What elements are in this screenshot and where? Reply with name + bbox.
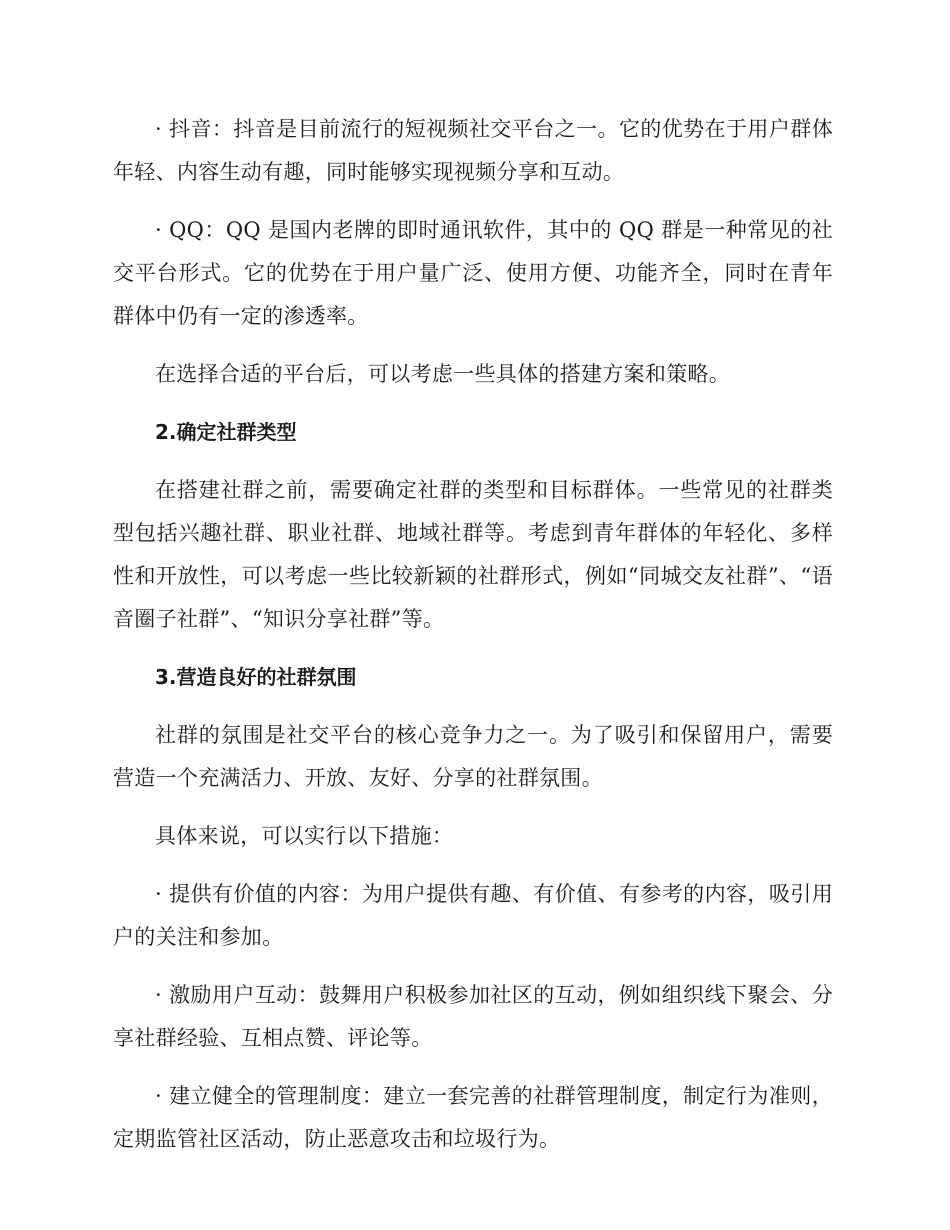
paragraph-douyin: · 抖音：抖音是目前流行的短视频社交平台之一。它的优势在于用户群体年轻、内容生动有趣，同时能够实现视频分享和互动。 (113, 117, 833, 184)
paragraph-qq: · QQ：QQ 是国内老牌的即时通讯软件，其中的 QQ 群是一种常见的社交平台形式。它的优势在于用户量广泛、使用方便、功能齐全，同时在青年群体中仍有一定的渗透率。 (113, 218, 833, 328)
paragraph-community-type: 在搭建社群之前，需要确定社群的类型和目标群体。一些常见的社群类型包括兴趣社群、职业社群、地域社群等。考虑到青年群体的年轻化、多样性和开放性，可以考虑一些比较新颖的社群形式，例如“同城交友社群”、“语音圈子社群”、“知识分享社群”等。 (113, 478, 833, 631)
document-page (113, 108, 833, 1176)
paragraph-platform-choice: 在选择合适的平台后，可以考虑一些具体的搭建方案和策略。 (155, 362, 731, 386)
paragraph-user-interaction: · 激励用户互动：鼓舞用户积极参加社区的互动，例如组织线下聚会、分享社群经验、互相点赞、评论等。 (113, 983, 833, 1050)
heading-community-type: 2.确定社群类型 (155, 420, 297, 444)
paragraph-measures-intro: 具体来说，可以实行以下措施： (155, 824, 454, 848)
paragraph-atmosphere: 社群的氛围是社交平台的核心竞争力之一。为了吸引和保留用户，需要营造一个充满活力、开放、友好、分享的社群氛围。 (113, 723, 833, 790)
paragraph-valuable-content: · 提供有价值的内容：为用户提供有趣、有价值、有参考的内容，吸引用户的关注和参加。 (113, 882, 833, 949)
heading-community-atmosphere: 3.营造良好的社群氛围 (155, 665, 357, 689)
paragraph-management-system: · 建立健全的管理制度：建立一套完善的社群管理制度，制定行为准则，定期监管社区活动，防止恶意攻击和垃圾行为。 (113, 1084, 833, 1151)
